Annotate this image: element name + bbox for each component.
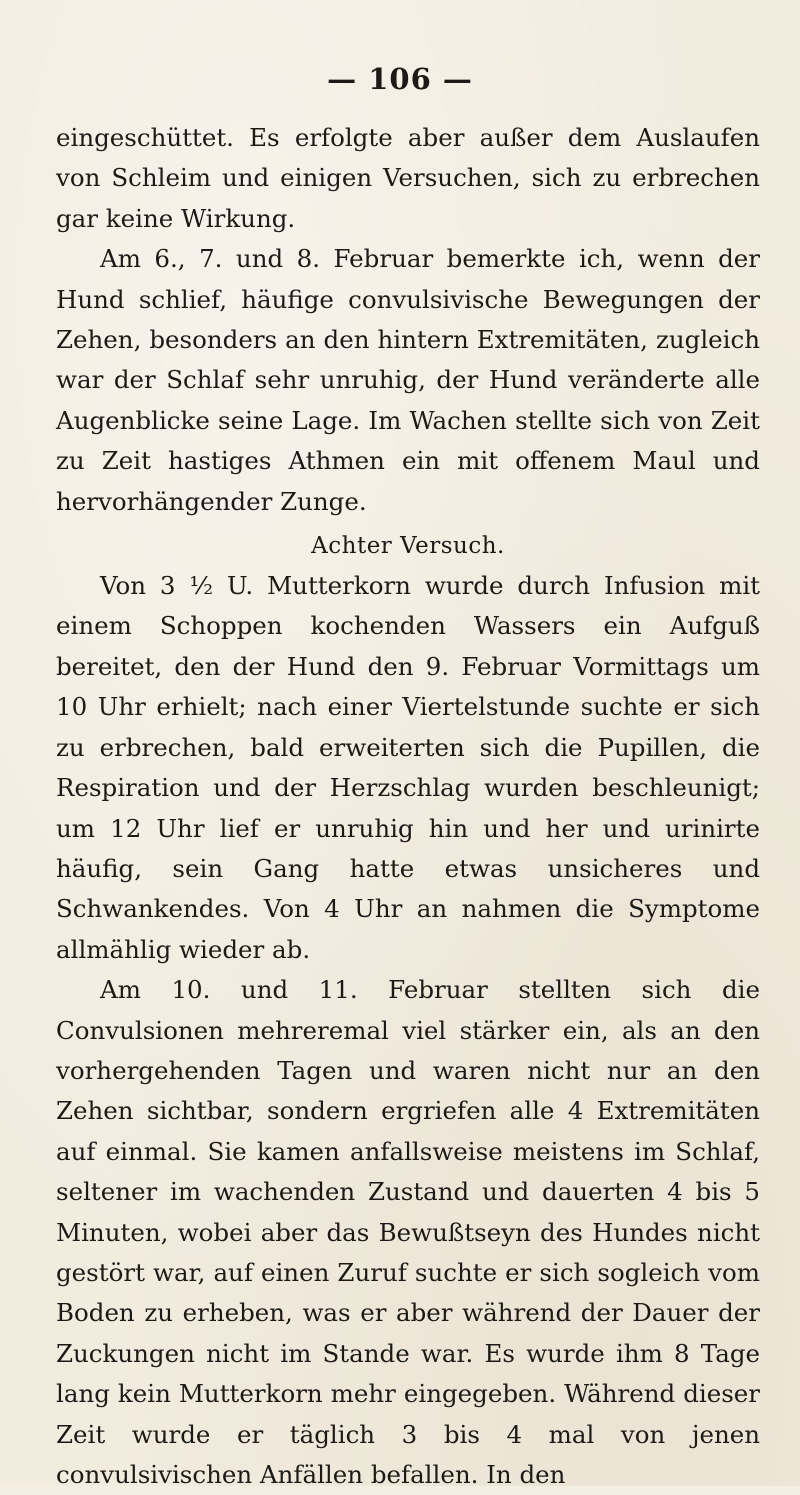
body-text — [56, 118, 760, 1495]
paragraph-eighth-experiment: Von 3 ½ U. Mutterkorn wurde durch Infusion mit einem Schoppen kochenden Wassers ein Aufguß bereitet, den der Hund den 9. Februar Vormittags um 10 Uhr erhielt; nach einer Viertelstunde suchte er sich zu erbrechen, bald erweiterten sich die Pupillen, die Respiration und der Herzschlag wurden beschleunigt; um 12 Uhr lief er unruhig hin und her und urinirte häufig, sein Gang hatte etwas unsicheres und Schwankendes. Von 4 Uhr an nahmen die Symptome allmählig wieder ab. — [56, 571, 760, 964]
paragraph-february-10-11: Am 10. und 11. Februar stellten sich die Convulsionen mehreremal viel stärker ein, als an den vorhergehenden Tagen und waren nicht nur an den Zehen sichtbar, sondern ergriefen alle 4 Extremitäten auf einmal. Sie kamen anfallsweise meistens im Schlaf, seltener im wachenden Zustand und dauerten 4 bis 5 Minuten, wobei aber das Bewußtseyn des Hundes nicht gestört war, auf einen Zuruf suchte er sich sogleich vom Boden zu erheben, was er aber während der Dauer der Zuckungen nicht im Stande war. Es wurde ihm 8 Tage lang kein Mutterkorn mehr eingegeben. Während dieser Zeit wurde er täglich 3 bis 4 mal von jenen convulsivischen Anfällen befallen. In den — [56, 975, 760, 1489]
section-heading: Achter Versuch. — [311, 533, 505, 560]
paragraph-continuation: eingeschüttet. Es erfolgte aber außer dem Auslaufen von Schleim und einigen Versuchen, sich zu erbrechen gar keine Wirkung. — [56, 123, 760, 233]
page-number: — 106 — — [327, 62, 473, 96]
paragraph-february-6-8: Am 6., 7. und 8. Februar bemerkte ich, wenn der Hund schlief, häufige convulsivische Bewegungen der Zehen, besonders an den hintern Extremitäten, zugleich war der Schlaf sehr unruhig, der Hund veränderte alle Augenblicke seine Lage. Im Wachen stellte sich von Zeit zu Zeit hastiges Athmen ein mit offenem Maul und hervorhängender Zunge. — [56, 244, 760, 516]
